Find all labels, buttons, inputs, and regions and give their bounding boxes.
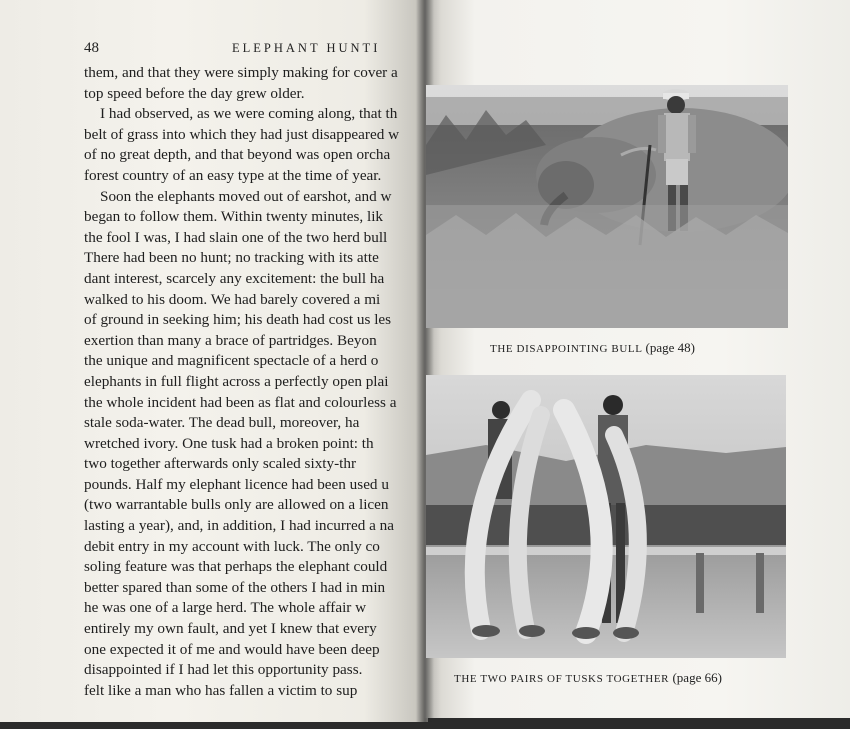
text-line: exertion than many a brace of partridges. Beyon [84,331,377,349]
photo-two-pairs-of-tusks [426,375,786,658]
text-line: entirely my own fault, and yet I knew that every [84,620,377,638]
text-line: two together afterwards only scaled sixty-thr [84,455,357,473]
text-line: belt of grass into which they had just disappeared w [84,125,400,143]
page-number: 48 [84,40,99,56]
caption-text: THE DISAPPOINTING BULL [490,343,643,355]
photo-image [426,375,786,658]
caption-photo-2 [454,670,722,686]
text-line: Soon the elephants moved out of earshot, and w [100,187,392,205]
text-line: felt like a man who has fallen a victim to sup [84,681,358,699]
text-line: There had been no hunt; no tracking with its atte [84,249,379,267]
text-line: stale soda-water. The dead bull, moreover, ha [84,414,360,432]
text-line: dant interest, scarcely any excitement: the bull ha [84,269,385,287]
text-line: the whole incident had been as flat and colourless a [84,393,397,411]
photo-image [426,85,788,328]
text-line: elephants in full flight across a perfectly open plai [84,372,389,390]
text-line: the fool I was, I had slain one of the two herd bull [84,228,388,246]
text-line: began to follow them. Within twenty minutes, lik [84,208,384,226]
page-header [84,40,424,60]
text-line: wretched ivory. One tusk had a broken point: th [84,434,374,452]
body-text [84,63,428,701]
text-line: forest country of an easy type at the time of year. [84,166,382,184]
caption-page-ref: (page 66) [672,670,722,685]
text-line: top speed before the day grew older. [84,84,305,102]
text-line: debit entry in my account with luck. The only co [84,537,380,555]
running-title: ELEPHANT HUNTI [232,41,381,55]
text-line: lasting a year), and, in addition, I had incurred a na [84,517,394,535]
photo-disappointing-bull [426,85,788,328]
text-line: pounds. Half my elephant licence had been used u [84,475,389,493]
left-page [0,0,428,722]
text-line: better spared than some of the others I had in min [84,578,386,596]
text-line: disappointed if I had let this opportunity pass. [84,661,363,679]
text-line: one expected it of me and would have been deep [84,640,380,658]
text-line: I had observed, as we were coming along, that th [100,105,398,123]
caption-photo-1 [490,340,695,356]
text-line: of no great depth, and that beyond was open orcha [84,146,391,164]
caption-page-ref: (page 48) [645,340,695,355]
text-line: (two warrantable bulls only are allowed on a licen [84,496,389,514]
caption-text: THE TWO PAIRS OF TUSKS TOGETHER [454,673,670,685]
text-line: soling feature was that perhaps the elephant could [84,558,388,576]
text-line: of ground in seeking him; his death had cost us les [84,311,392,329]
text-line: he was one of a large herd. The whole affair w [84,599,367,617]
text-line: the unique and magnificent spectacle of a herd o [84,352,379,370]
text-line: them, and that they were simply making for cover a [84,64,398,81]
text-line: walked to his doom. We had barely covered a mi [84,290,381,308]
